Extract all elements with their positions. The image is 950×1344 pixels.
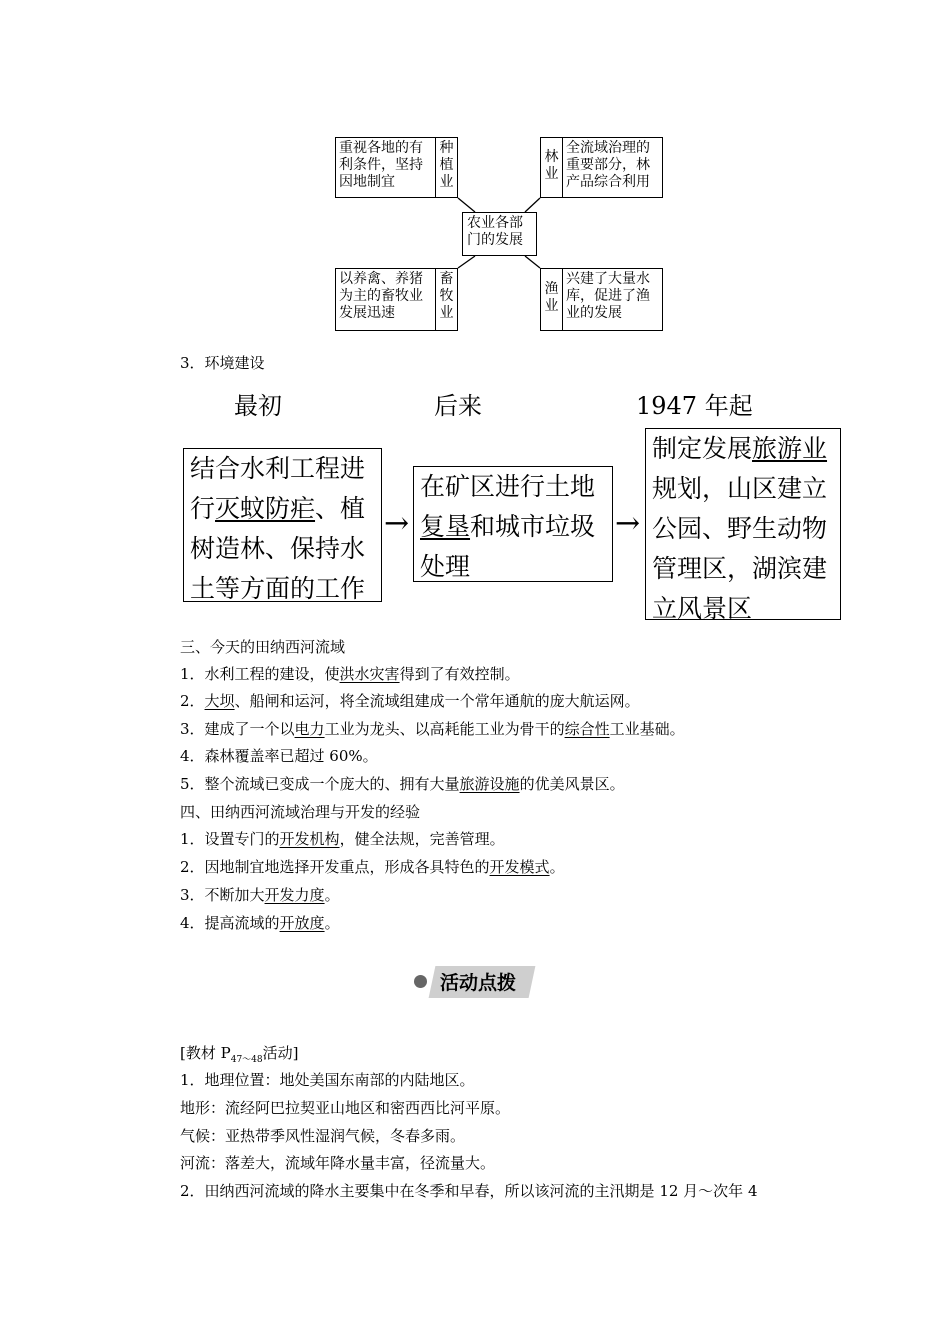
activity-line4: 河流：落差大，流域年降水量丰富，径流量大。 [180, 1154, 496, 1172]
activity-line3: 气候：亚热带季风性湿润气候，冬春多雨。 [180, 1127, 466, 1145]
header-1947: 1947 年起 [636, 392, 753, 420]
activity-line5: 2．田纳西河流域的降水主要集中在冬季和早春，所以该河流的主汛期是 12 月～次年 4 [180, 1182, 758, 1200]
forestry-text: 全流域治理的重要部分，林产品综合利用 [566, 140, 650, 190]
env-box3-line2: 规划，山区建立 [652, 474, 828, 503]
section3-title: 3．环境建设 [180, 354, 265, 372]
planting-label: 种 植 业 [435, 138, 457, 197]
box-center [462, 212, 537, 256]
part3-line4: 4．森林覆盖率已超过 60%。 [180, 747, 378, 765]
activity-reference: [教材 $P_{47\sim 48}$活动] [180, 1044, 299, 1065]
env-box-later [413, 466, 613, 582]
box-husbandry [335, 268, 458, 331]
env-box2-line1: 在矿区进行土地 [420, 472, 596, 501]
header-initial: 最初 [234, 392, 282, 420]
center-text: 农业各部门的发展 [467, 215, 523, 248]
part4-line4: 4．提高流域的开放度。 [180, 914, 340, 932]
banner-dot-icon [414, 975, 427, 988]
env-box-initial [183, 448, 382, 602]
fishery-label: 渔 业 [541, 269, 563, 330]
part3-line3: 3．建成了一个以电力工业为龙头、以高耗能工业为骨干的综合性工业基础。 [180, 720, 685, 738]
husbandry-text: 以养禽、养猪为主的畜牧业发展迅速 [339, 271, 423, 321]
env-box3-line1: 制定发展旅游业 [652, 434, 828, 463]
connector-lines [0, 0, 950, 360]
env-box2-line2: 复垦和城市垃圾 [420, 512, 596, 541]
env-box1-line4: 土等方面的工作 [190, 574, 366, 603]
box-fishery [540, 268, 663, 331]
header-later: 后来 [434, 392, 482, 420]
env-box3-line5: 立风景区 [652, 594, 753, 623]
forestry-label: 林 业 [541, 138, 563, 197]
box-forestry [540, 137, 663, 198]
part4-line3: 3．不断加大开发力度。 [180, 886, 340, 904]
part3-title: 三、今天的田纳西河流域 [180, 638, 346, 656]
banner-title: 活动点拨 [440, 972, 517, 994]
part4-line1: 1．设置专门的开发机构，健全法规，完善管理。 [180, 830, 505, 848]
env-box3-line3: 公园、野生动物 [652, 514, 828, 543]
part4-line2: 2．因地制宜地选择开发重点，形成各具特色的开发模式。 [180, 858, 565, 876]
arrow-1: → [384, 506, 410, 541]
part4-title: 四、田纳西河流域治理与开发的经验 [180, 803, 421, 821]
env-box1-line3: 树造林、保持水 [190, 534, 366, 563]
arrow-2: → [615, 506, 641, 541]
env-box3-line4: 管理区，湖滨建 [652, 554, 828, 583]
activity-line2: 地形：流经阿巴拉契亚山地区和密西西比河平原。 [180, 1099, 511, 1117]
box-planting [335, 137, 458, 198]
activity-line1: 1．地理位置：地处美国东南部的内陆地区。 [180, 1071, 475, 1089]
env-box1-line2: 行灭蚊防疟、植 [190, 494, 366, 523]
part3-line2: 2．大坝、船闸和运河，将全流域组建成一个常年通航的庞大航运网。 [180, 692, 640, 710]
part3-line1: 1．水利工程的建设，使洪水灾害得到了有效控制。 [180, 665, 520, 683]
env-box2-line3: 处理 [420, 552, 471, 581]
fishery-text: 兴建了大量水库，促进了渔业的发展 [566, 271, 650, 321]
env-box1-line1: 结合水利工程进 [190, 454, 366, 483]
part3-line5: 5．整个流域已变成一个庞大的、拥有大量旅游设施的优美风景区。 [180, 775, 625, 793]
env-box-1947 [645, 428, 841, 623]
husbandry-label: 畜 牧 业 [435, 269, 457, 330]
planting-text: 重视各地的有利条件，坚持因地制宜 [339, 140, 423, 190]
